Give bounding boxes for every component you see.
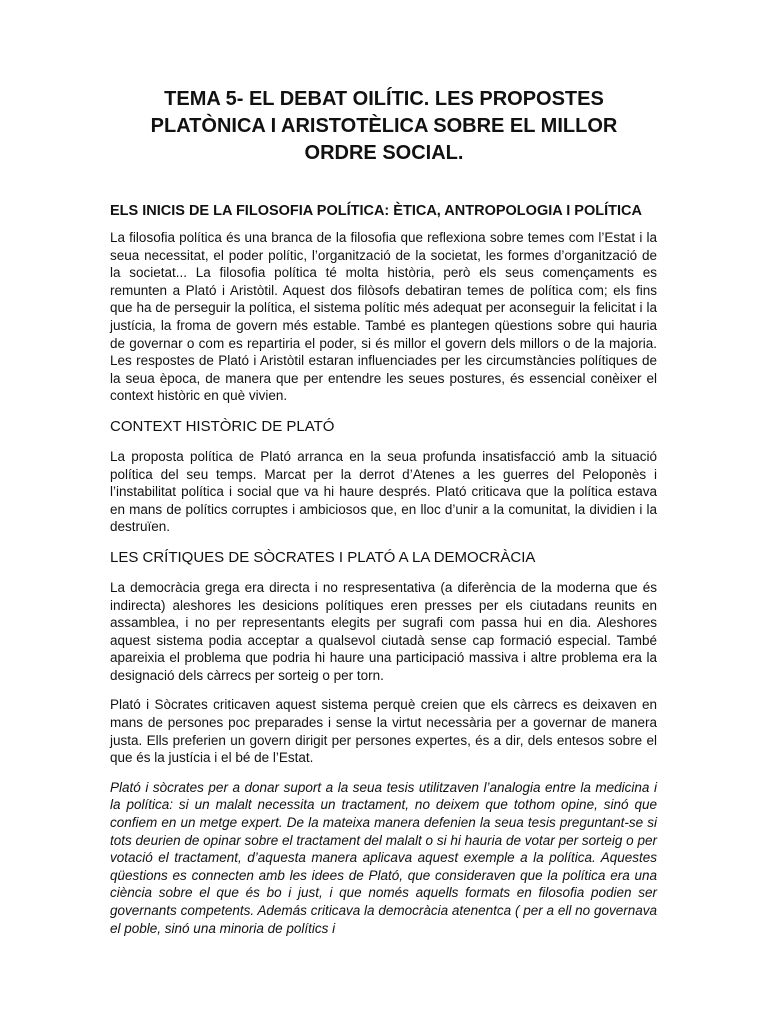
paragraph-democracia: La democràcia grega era directa i no respresentativa (a diferència de la moderna que és indirecta) aleshores les desicions polítiques eren presses per els ciutadans reunits en assamblea, i no per representants elegits per sugrafi com passa hui en dia. Aleshores aquest sistema podia acceptar a qualsevol ciutadà sense cap formació especial. També apareixia el problema que podria hi haure una participació massiva i altre problema era la designació dels càrrecs per sorteig o per torn. <box>110 579 657 683</box>
section-heading-inicis: ELS INICIS DE LA FILOSOFIA POLÍTICA: ÈTICA, ANTROPOLOGIA I POLÍTICA <box>110 203 642 219</box>
document-body <box>110 202 657 949</box>
paragraph-context: La proposta política de Plató arranca en la seua profunda insatisfacció amb la situació política del seu temps. Marcat per la derrot d’Atenes a les guerres del Peloponès i l’instabilitat política i social que va hi haure després. Plató criticava que la política estava en mans de polítics corruptes i ambiciosos que, en lloc d’unir a la comunitat, la dividien i la destruïen. <box>110 448 657 535</box>
paragraph-analogia-medicina: Plató i sòcrates per a donar suport a la seua tesis utilitzaven l’analogia entre la medicina i la política: si un malalt necessita un tractament, no deixem que tothom opine, sinó que confiem en un metge expert. De la mateixa manera defenien la seua tesis preguntant-se si tots deurien de opinar sobre el tractament del malalt o si hi hauria de votar per sorteig o per votació el tractament, d’aquesta manera aplicava aquest exemple a la política. Aquestes qüestions es connecten amb les idees de Plató, que consideraven que la política era una ciència sobre el que és bo i just, i que només aquells formats en filosofia podien ser governants competents. Además criticava la democràcia atenentca ( per a ell no governava el poble, sinó una minoria de polítics i <box>110 779 657 936</box>
section-heading-critiques: LES CRÍTIQUES DE SÒCRATES I PLATÓ A LA DEMOCRÀCIA <box>110 548 536 566</box>
document-title: TEMA 5- EL DEBAT OILÍTIC. LES PROPOSTES PLATÒNICA I ARISTOTÈLICA SOBRE EL MILLOR ORDRE SOCIAL. <box>150 88 618 164</box>
paragraph-critica-sistema: Plató i Sòcrates criticaven aquest sistema perquè creien que els càrrecs es deixaven en mans de persones poc preparades i sense la virtut necessària per a governar de manera justa. Ells preferien un govern dirigit per persones expertes, és a dir, dels entesos sobre el que és la justícia i el bé de l’Estat. <box>110 697 657 766</box>
section-heading-context: CONTEXT HISTÒRIC DE PLATÓ <box>110 417 335 435</box>
paragraph-inicis: La filosofia política és una branca de la filosofia que reflexiona sobre temes com l’Estat i la seua necessitat, el poder polític, l’organització de la societat, les formes d’organització de la societat... La filosofia política té molta història, però els seus començaments es remunten a Plató i Aristòtil. Aquest dos filòsofs debatiran temes de política com; els fins que ha de perseguir la política, el sistema polític més adequat per aconseguir la felicitat i la justícia, la froma de govern més estable. També es plantegen qüestions sobre qui hauria de governar o com es repartiria el poder, si és millor el govern dels millors o de la majoria. Les respostes de Plató i Aristòtil estaran influenciades per les circumstàncies polítiques de la seua època, de manera que per entendre les seues postures, és essencial conèixer el context històric en què vivien. <box>110 230 657 404</box>
